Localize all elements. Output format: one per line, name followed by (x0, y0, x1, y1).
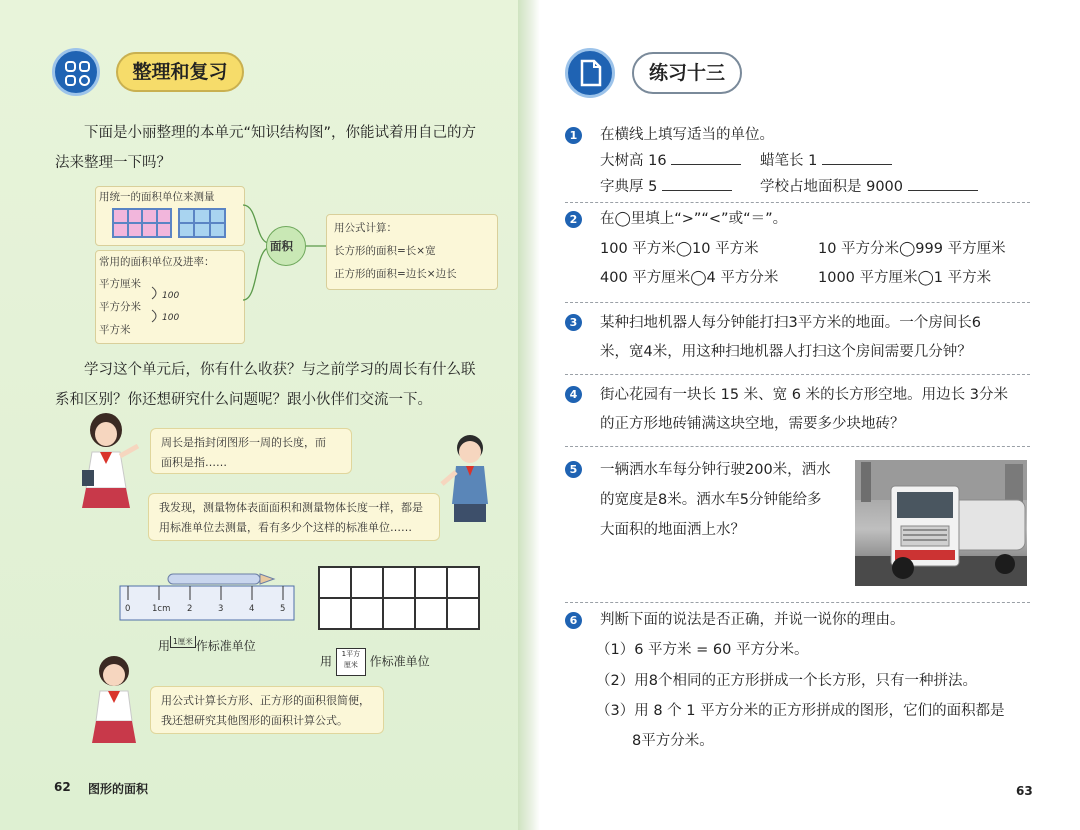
q4-line-1: 街心花园有一块长 15 米、宽 6 米的长方形空地。用边长 3分米 (600, 387, 1008, 403)
bubble-2-line-2: 用标准单位去测量，看有多少个这样的标准单位…… (159, 521, 412, 534)
formula-square: 正方形的面积=边长×边长 (334, 268, 457, 280)
q1-item-4-text: 学校占地面积是 9000 (760, 179, 904, 195)
divider-1 (565, 202, 1030, 203)
formula-title: 用公式计算： (334, 222, 397, 234)
ruler-caption (158, 636, 256, 654)
q1-text: 在横线上填写适当的单位。 (600, 127, 774, 143)
unit-measure-label: 用统一的面积单位来测量 (99, 191, 215, 203)
boy-figure (440, 432, 504, 524)
ruler-tick-4: 4 (249, 604, 255, 614)
intro-line-1: 下面是小丽整理的本单元“知识结构图”，你能试着用自己的方 (84, 125, 477, 141)
q4-line-2: 的正方形地砖铺满这块空地，需要多少块地砖？ (600, 416, 905, 432)
formula-rectangle: 长方形的面积=长×宽 (334, 245, 436, 257)
q6-item-2: （2）用8个相同的正方形拼成一个长方形，只有一种拼法。 (596, 673, 977, 689)
common-units-label: 常用的面积单位及进率： (99, 256, 215, 268)
ruler-tick-1: 1cm (152, 604, 171, 614)
ruler-tick-0: 0 (125, 604, 131, 614)
square-unit-grid (318, 566, 480, 630)
girl-figure-1 (76, 412, 140, 516)
q3-number: 3 (565, 314, 582, 331)
bubble-1-line-1: 周长是指封闭图形一周的长度，而 (161, 436, 326, 449)
speech-bubble-3 (150, 686, 384, 734)
bubble-3-line-2: 我还想研究其他图形的面积计算公式。 (161, 714, 348, 727)
q5-line-1: 一辆洒水车每分钟行驶200米，洒水 (600, 462, 831, 478)
right-page-number: 63 (1016, 784, 1033, 798)
divider-4 (565, 446, 1030, 447)
unit-sq-dm: 平方分米 (99, 301, 141, 313)
rate-label-2: 100 (162, 313, 180, 323)
q1-blank-2[interactable] (822, 150, 892, 165)
grid-caption-pre: 用 (320, 654, 333, 669)
q5-line-3: 大面积的地面洒上水？ (600, 522, 745, 538)
document-icon (568, 51, 612, 95)
q6-text: 判断下面的说法是否正确，并说一说你的理由。 (600, 612, 905, 628)
q2-number: 2 (565, 211, 582, 228)
girl-figure-2 (86, 655, 142, 747)
ruler-tick-3: 3 (218, 604, 224, 614)
grid-caption-unit-box (336, 648, 366, 676)
q1-blank-3[interactable] (662, 176, 732, 191)
q6-item-1: （1）6 平方米 = 60 平方分米。 (596, 642, 809, 658)
ruler-caption-pre: 用 (158, 639, 171, 653)
q4-number: 4 (565, 386, 582, 403)
bubble-3-line-1: 用公式计算长方形、正方形的面积很简便， (161, 694, 370, 707)
grid-caption-unit-1: 1平方 (341, 650, 361, 658)
q5-number: 5 (565, 461, 582, 478)
speech-bubble-1 (150, 428, 352, 474)
q2-item-2: 10 平方分米◯999 平方厘米 (818, 241, 1006, 257)
rate-label-1: 100 (162, 291, 180, 301)
q1-item-3 (600, 172, 732, 202)
review-section-title: 整理和复习 (116, 52, 244, 92)
grid-caption (320, 648, 430, 676)
exercise-section-icon (565, 48, 615, 98)
chapter-footer: 图形的面积 (88, 782, 149, 796)
divider-3 (565, 374, 1030, 375)
q2-item-1: 100 平方米◯10 平方米 (600, 241, 759, 257)
q1-blank-4[interactable] (908, 176, 978, 191)
unit-sq-cm: 平方厘米 (99, 278, 141, 290)
question-line-2: 系和区别？你还想研究什么问题呢？跟小伙伴们交流一下。 (55, 392, 432, 408)
divider-5 (565, 602, 1030, 603)
bubble-2-line-1: 我发现，测量物体表面面积和测量物体长度一样，都是 (159, 501, 423, 514)
ruler-caption-unit: 1厘米 (170, 636, 196, 648)
exercise-section-title: 练习十三 (632, 52, 742, 94)
ruler-figure (118, 570, 298, 622)
q3-line-2: 米，宽4米，用这种扫地机器人打扫这个房间需要几分钟？ (600, 344, 972, 360)
ruler-caption-post: 作标准单位 (195, 639, 256, 653)
question-line-1: 学习这个单元后，你有什么收获？与之前学习的周长有什么联 (84, 362, 476, 378)
area-center-label: 面积 (270, 239, 293, 253)
q1-item-3-text: 字典厚 5 (600, 179, 658, 195)
ruler-tick-2: 2 (187, 604, 193, 614)
left-page-number: 62 (54, 780, 71, 794)
bubble-1-line-2: 面积是指…… (161, 456, 227, 469)
q1-item-4 (760, 172, 978, 202)
q2-item-4: 1000 平方厘米◯1 平方米 (818, 270, 992, 286)
sprinkler-truck-photo (855, 460, 1027, 586)
q6-number: 6 (565, 612, 582, 629)
q1-blank-1[interactable] (671, 150, 741, 165)
q5-line-2: 的宽度是8米。洒水车5分钟能给多 (600, 492, 822, 508)
grid-caption-unit-2: 厘米 (343, 661, 358, 669)
intro-line-2: 法来整理一下吗？ (55, 155, 171, 171)
q1-number: 1 (565, 127, 582, 144)
knowledge-map-connectors (0, 0, 530, 360)
q3-line-1: 某种扫地机器人每分钟能打扫3平方米的地面。一个房间长6 (600, 315, 981, 331)
q2-text: 在◯里填上“>”“<”或“＝”。 (600, 211, 788, 227)
grid-caption-post: 作标准单位 (369, 654, 430, 669)
q6-item-3: （3）用 8 个 1 平方分米的正方形拼成的图形，它们的面积都是 (596, 703, 1005, 719)
divider-2 (565, 302, 1030, 303)
truck-illustration (855, 460, 1027, 586)
ruler-tick-5: 5 (280, 604, 286, 614)
q6-item-3-continuation: 8平方分米。 (632, 733, 714, 749)
speech-bubble-2 (148, 493, 440, 541)
unit-sq-m: 平方米 (99, 324, 131, 336)
q1-item-2-text: 蜡笔长 1 (760, 153, 818, 169)
q2-item-3: 400 平方厘米◯4 平方分米 (600, 270, 779, 286)
q1-item-1-text: 大树高 16 (600, 153, 667, 169)
